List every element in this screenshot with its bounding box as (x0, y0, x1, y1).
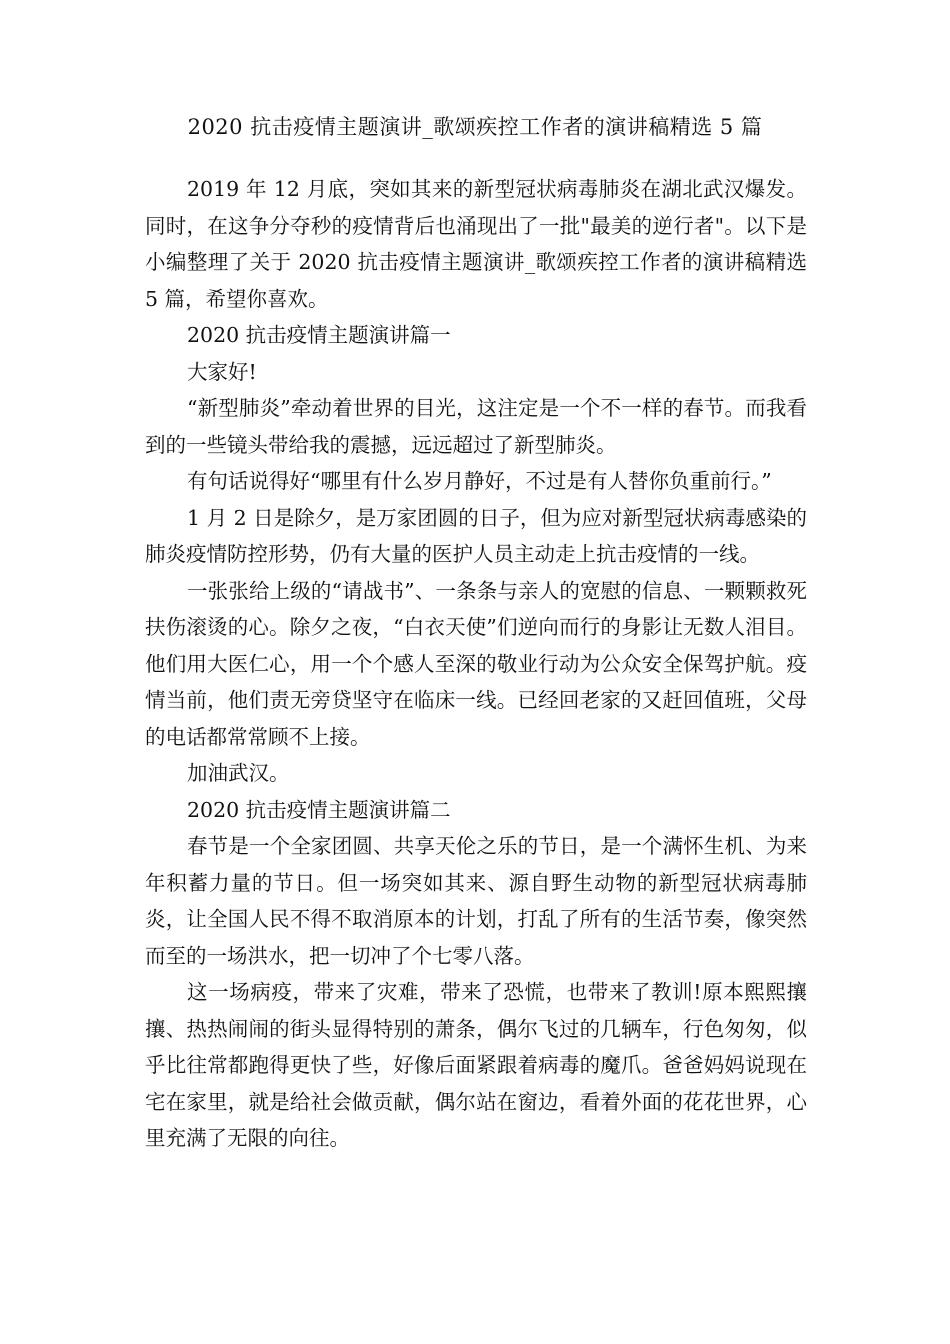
paragraph: 1 月 2 日是除夕，是万家团圆的日子，但为应对新型冠状病毒感染的肺炎疫情防控形势，仍有大量的医护人员主动走上抗击疫情的一线。 (145, 505, 807, 566)
section-heading-1: 2020 抗击疫情主题演讲篇一 (187, 323, 451, 347)
section-heading-2: 2020 抗击疫情主题演讲篇二 (187, 797, 451, 822)
paragraph-intro: 2019 年 12 月底，突如其来的新型冠状病毒肺炎在湖北武汉爆发。同时，在这争分夺秒的疫情背后也涌现出了一批"最美的逆行者"。以下是小编整理了关于 2020 抗击疫情主题演讲_歌颂疾控工作者的演讲稿精选 5 篇，希望你喜欢。 (145, 177, 807, 311)
paragraph: 加油武汉。 (187, 761, 290, 785)
paragraph: 有句话说得好“哪里有什么岁月静好，不过是有人替你负重前行。” (187, 469, 772, 493)
paragraph: “新型肺炎”牵动着世界的目光，这注定是一个不一样的春节。而我看到的一些镜头带给我的震撼，远远超过了新型肺炎。 (145, 396, 807, 457)
paragraph: 这一场病疫，带来了灾难，带来了恐慌，也带来了教训!原本熙熙攘攘、热热闹闹的街头显得特别的萧条，偶尔飞过的几辆车，行色匆匆，似乎比往常都跑得更快了些，好像后面紧跟着病毒的魔爪。爸爸妈妈说现在宅在家里，就是给社会做贡献，偶尔站在窗边，看着外面的花花世界，心里充满了无限的向往。 (145, 980, 807, 1150)
paragraph: 春节是一个全家团圆、共享天伦之乐的节日，是一个满怀生机、为来年积蓄力量的节日。但一场突如其来、源自野生动物的新型冠状病毒肺炎，让全国人民不得不取消原本的计划，打乱了所有的生活节奏，像突然而至的一场洪水，把一切冲了个七零八落。 (145, 834, 807, 968)
paragraph: 一张张给上级的“请战书”、一条条与亲人的宽慰的信息、一颗颗救死扶伤滚烫的心。除夕之夜，“白衣天使”们逆向而行的身影让无数人泪目。他们用大医仁心，用一个个感人至深的敬业行动为公众安全保驾护航。疫情当前，他们责无旁贷坚守在临床一线。已经回老家的又赶回值班，父母的电话都常常顾不上接。 (145, 578, 807, 749)
document-body (145, 171, 807, 1157)
document-title: 2020 抗击疫情主题演讲_歌颂疾控工作者的演讲稿精选 5 篇 (187, 115, 763, 139)
paragraph-greeting: 大家好! (187, 359, 257, 384)
